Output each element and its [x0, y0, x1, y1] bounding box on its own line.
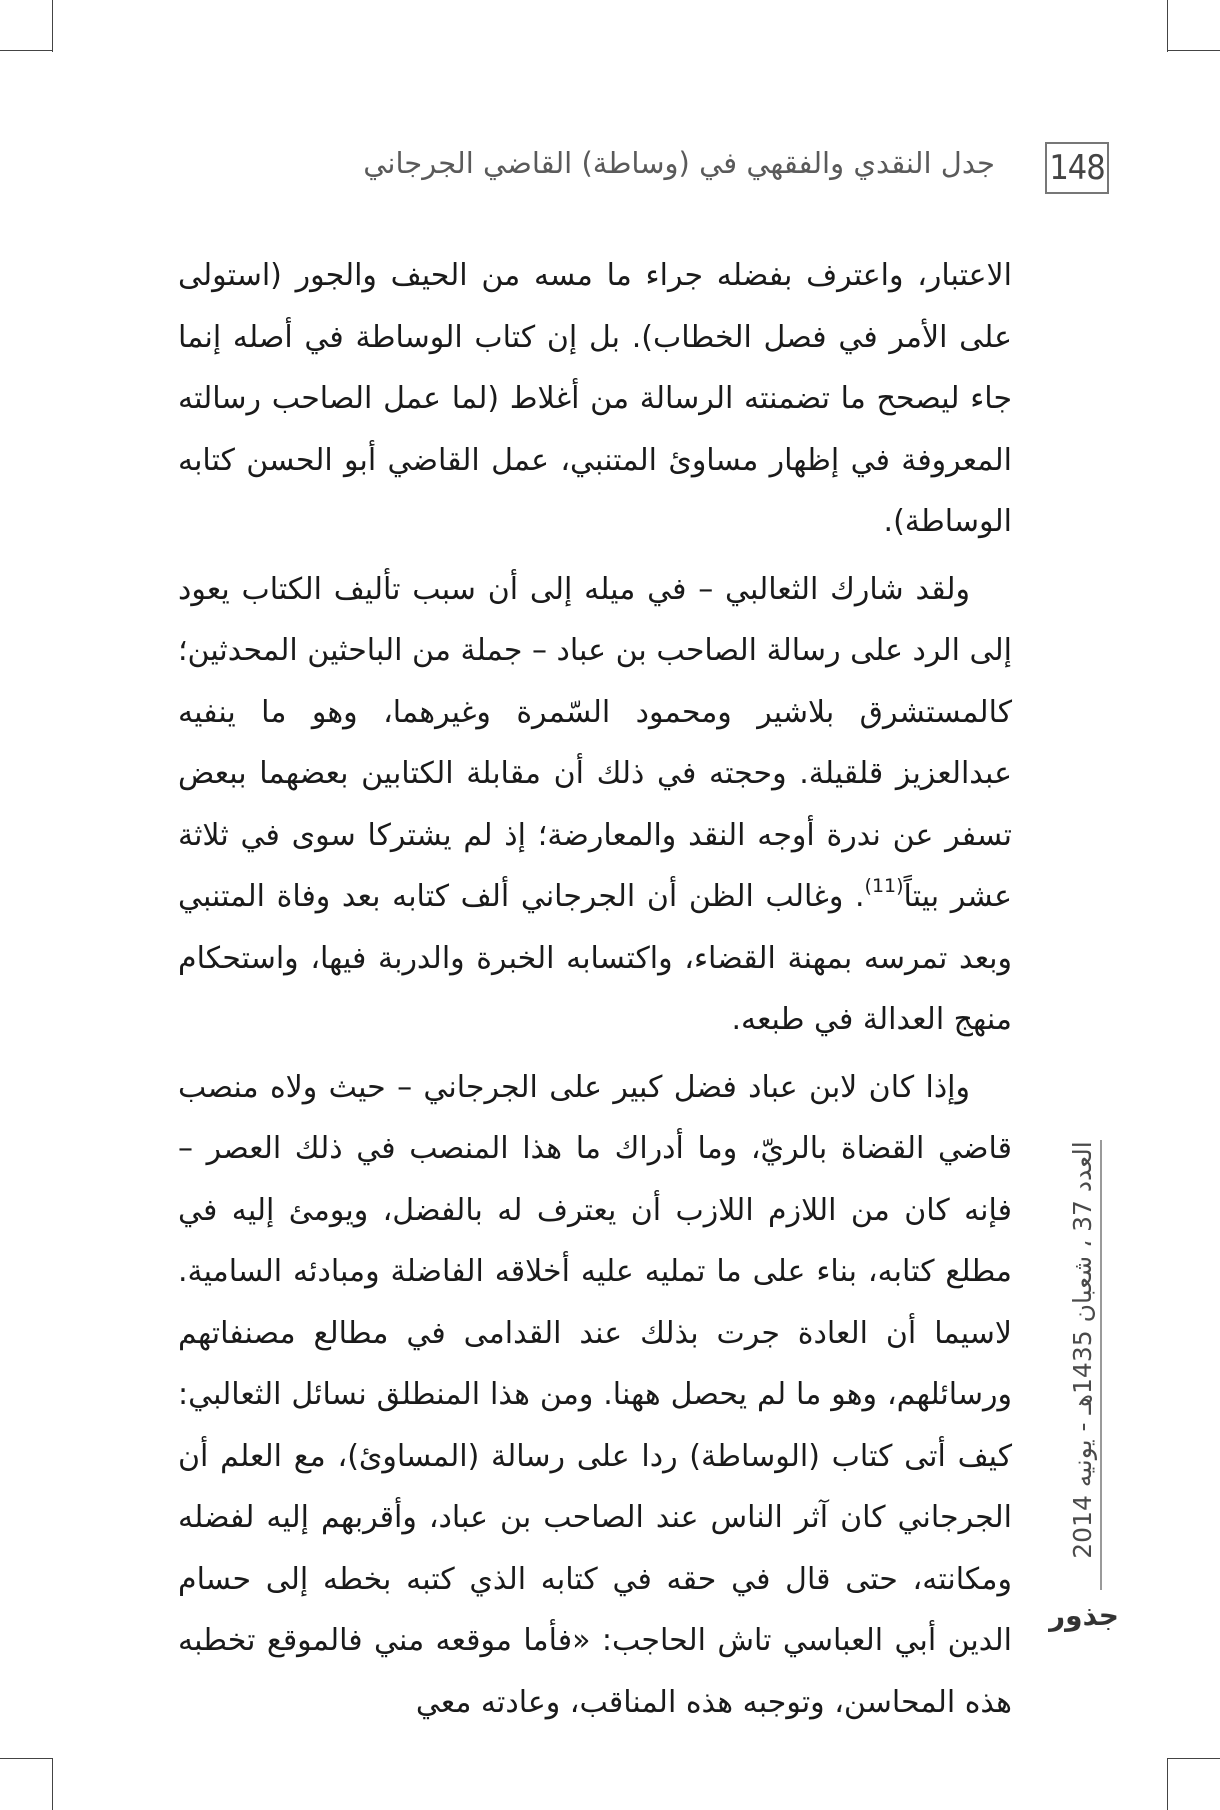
crop-mark	[1167, 0, 1168, 52]
crop-mark	[0, 1758, 52, 1759]
crop-mark	[52, 1758, 53, 1810]
issue-info: العدد 37 ، شعبان 1435هـ - يونيه 2014	[1068, 1141, 1097, 1559]
page-number: 148	[1045, 142, 1109, 194]
paragraph	[178, 559, 1012, 1051]
margin-rule	[1100, 1140, 1102, 1590]
footnote-reference: (11)	[864, 875, 904, 897]
article-body	[178, 245, 1012, 1739]
crop-mark	[52, 0, 53, 52]
paragraph-text: ولقد شارك الثعالبي – في ميله إلى أن سبب تأليف الكتاب يعود إلى الرد على رسالة الصاحب بن عباد – جملة من الباحثين المحدثين؛ كالمستشرق بلاشير ومحمود السّمرة وغيرهما، وهو ما ينفيه عبدالعزيز قلقيلة. وحجته في ذلك أن مقابلة الكتابين بعضهما ببعض تسفر عن ندرة أوجه النقد والمعارضة؛ إذ لم يشتركا سوى في ثلاثة عشر بيتاً	[178, 571, 1012, 914]
paragraph-text: . وغالب الظن أن الجرجاني ألف كتابه بعد وفاة المتنبي وبعد تمرسه بمهنة القضاء، واكتسابه الخبرة والدربة فيها، واستحكام منهج العدالة في طبعه.	[178, 879, 1012, 1037]
crop-mark	[0, 50, 52, 51]
paragraph: وإذا كان لابن عباد فضل كبير على الجرجاني – حيث ولاه منصب قاضي القضاة بالريّ، وما أدراك ما هذا المنصب في ذلك العصر – فإنه كان من اللازم اللازب أن يعترف له بالفضل، ويومئ إليه في مطلع كتابه، بناء على ما تمليه عليه أخلاقه الفاضلة ومبادئه السامية. لاسيما أن العادة جرت بذلك عند القدامى في مطالع مصنفاتهم ورسائلهم، وهو ما لم يحصل ههنا. ومن هذا المنطلق نسائل الثعالبي: كيف أتى كتاب (الوساطة) ردا على رسالة (المساوئ)، مع العلم أن الجرجاني كان آثر الناس عند الصاحب بن عباد، وأقربهم إليه لفضله ومكانته، حتى قال في حقه في كتابه الذي كتبه بخطه إلى حسام الدين أبي العباسي تاش الحاجب: «فأما موقعه مني فالموقع تخطبه هذه المحاسن، وتوجبه هذه المناقب، وعادته معي	[178, 1069, 1012, 1720]
crop-mark	[1168, 1758, 1220, 1759]
running-title: جدل النقدي والفقهي في (وساطة) القاضي الجرجاني	[363, 146, 995, 180]
crop-mark	[1168, 50, 1220, 51]
paragraph: الاعتبار، واعترف بفضله جراء ما مسه من الحيف والجور (استولى على الأمر في فصل الخطاب). بل إن كتاب الوساطة في أصله إنما جاء ليصحح ما تضمنته الرسالة من أغلاط (لما عمل الصاحب رسالته المعروفة في إظهار مساوئ المتنبي، عمل القاضي أبو الحسن كتابه الوساطة).	[178, 258, 1012, 539]
journal-logo: جذور	[1049, 1599, 1119, 1632]
crop-mark	[1167, 1758, 1168, 1810]
